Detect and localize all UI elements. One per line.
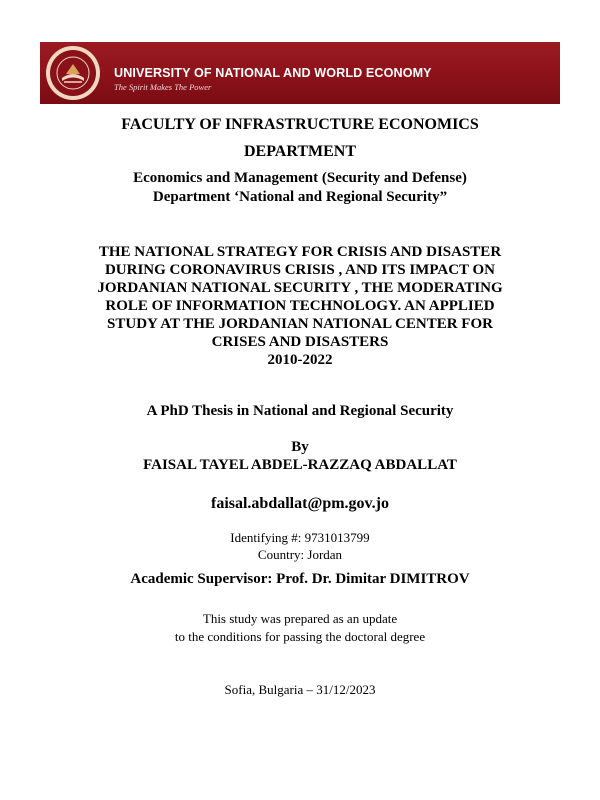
country: Country: Jordan <box>257 547 343 562</box>
faculty-line-2: DEPARTMENT <box>243 143 357 160</box>
department-line-1: Economics and Management (Security and Defense) <box>133 170 467 186</box>
title-line-2: DURING CORONAVIRUS CRISIS , AND ITS IMPACT ON <box>104 262 496 278</box>
author-email: faisal.abdallat@pm.gov.jo <box>210 495 389 512</box>
by-label: By <box>291 439 309 455</box>
thesis-type: A PhD Thesis in National and Regional Security <box>146 403 454 419</box>
place-date: Sofia, Bulgaria – 31/12/2023 <box>224 682 376 697</box>
department-line-2: Department ‘National and Regional Security” <box>152 189 448 205</box>
academic-supervisor: Academic Supervisor: Prof. Dr. Dimitar DIMITROV <box>130 571 470 587</box>
title-line-4: ROLE OF INFORMATION TECHNOLOGY. AN APPLIED <box>105 298 495 314</box>
note-line-1: This study was prepared as an update <box>202 611 398 626</box>
university-name: UNIVERSITY OF NATIONAL AND WORLD ECONOMY <box>114 66 432 80</box>
title-line-5: STUDY AT THE JORDANIAN NATIONAL CENTER FOR <box>107 316 493 332</box>
note-line-2: to the conditions for passing the doctoral degree <box>174 629 426 644</box>
faculty-line-1: FACULTY OF INFRASTRUCTURE ECONOMICS <box>121 116 479 133</box>
title-line-6: CRISES AND DISASTERS <box>211 334 389 350</box>
university-seal-icon <box>44 44 102 102</box>
title-line-3: JORDANIAN NATIONAL SECURITY , THE MODERATING <box>97 280 503 296</box>
university-motto: The Spirit Makes The Power <box>114 82 212 92</box>
title-years: 2010-2022 <box>267 352 333 368</box>
author-name: FAISAL TAYEL ABDEL-RAZZAQ ABDALLAT <box>143 457 457 473</box>
identifying-number: Identifying #: 9731013799 <box>230 530 370 545</box>
title-line-1: THE NATIONAL STRATEGY FOR CRISIS AND DISASTER <box>98 244 502 260</box>
